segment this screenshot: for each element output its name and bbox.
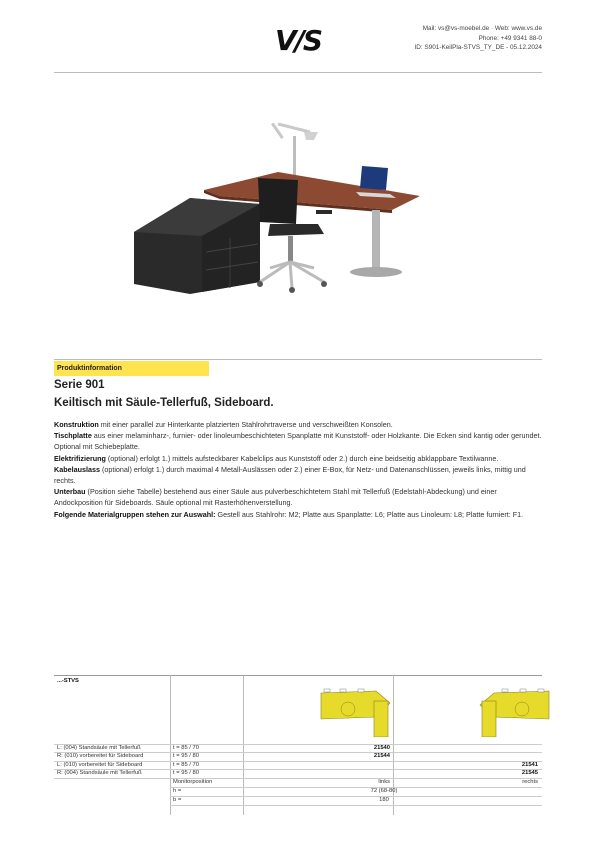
description-text: aus einer melaminharz-, furnier- oder linoleumbeschichteten Spanplatte mit Kunststoff- oder Holzkante. Die Ecken sind kantig oder gerundet. Optional mit Schiebeplatte. (54, 431, 542, 452)
variants-table (54, 675, 542, 815)
monitor-position-right: rechts (522, 779, 538, 785)
table-divider (170, 675, 171, 815)
table-row-rule (54, 778, 542, 779)
contact-mail-web[interactable]: Mail: vs@vs-moebel.de · Web: www.vs.de (422, 25, 542, 32)
description-label: Tischplatte (54, 431, 92, 441)
desk-plan-left-diagram (318, 687, 398, 737)
row-description: R: (010) vorbereitet für Sideboard (57, 753, 144, 759)
description-paragraph (54, 464, 544, 486)
monitor-position-left: links (378, 779, 390, 785)
contact-phone: Phone: +49 9341 88-0 (478, 34, 542, 42)
table-header-label: ...-STVS (57, 678, 79, 684)
row-dimension: t = 95 / 80 (173, 770, 199, 776)
row-dimension: t = 95 / 80 (173, 753, 199, 759)
description-paragraph (54, 509, 544, 520)
series-title: Serie 901 (54, 379, 105, 391)
contact-info (414, 24, 542, 53)
description-text: (Position siehe Tabelle) bestehend aus einer Säule aus pulverbeschichtetem Stahl mit Tellerfuß (Edelstahl-Abdeckung) und einer Andockposition für Sideboards. Säule optional mit Rasterhöhenverstellung. (54, 487, 497, 508)
monitor-position-label: Monitorposition (173, 779, 213, 785)
description-text: (optional) erfolgt 1.) durch maximal 4 Metall-Auslässen oder 2.) einer E-Box, für Netz- und Datenanschlüssen, jeweils links, mittig und rechts. (54, 464, 526, 486)
product-title: Keiltisch mit Säule-Tellerfuß, Sideboard. (54, 397, 274, 409)
article-number: 21544 (373, 753, 390, 759)
table-row-rule (170, 805, 542, 806)
description-paragraph (54, 419, 544, 430)
row-description: R: (004) Standsäule mit Tellerfuß (57, 770, 142, 776)
row-description: L: (010) vorbereitet für Sideboard (57, 762, 143, 768)
table-top-rule (54, 675, 542, 676)
description-paragraph (54, 430, 544, 452)
row-description: L: (004) Standsäule mit Tellerfuß (57, 745, 141, 751)
row-dimension: t = 85 / 70 (173, 762, 199, 768)
table-divider (243, 675, 244, 815)
description-paragraph (54, 453, 544, 464)
sideboard-image (134, 198, 260, 294)
product-description (54, 419, 544, 520)
description-label: Elektrifizierung (54, 453, 106, 463)
description-label: Unterbau (54, 487, 86, 497)
article-number: 21540 (373, 745, 390, 751)
description-label: Konstruktion (54, 420, 99, 429)
height-value: 72 (68-80) (370, 788, 398, 794)
description-label: Folgende Materialgruppen stehen zur Auswahl: (54, 509, 216, 519)
product-photo (120, 112, 450, 312)
width-label: b = (173, 797, 182, 803)
description-text: Gestell aus Stahlrohr: M2; Platte aus Spanplatte: L6; Platte aus Linoleum: L8; Platte furniert: F1. (215, 509, 524, 519)
header-divider (54, 72, 542, 73)
product-divider (54, 359, 542, 360)
vs-logo: V/S (275, 24, 322, 57)
document-id: ID: S901-KeilPla-STVS_TY_DE - 05.12.2024 (414, 44, 542, 51)
product-info-tag: Produktinformation (54, 361, 209, 376)
desk-plan-right-diagram (472, 687, 552, 737)
article-number: 21541 (521, 762, 538, 768)
description-paragraph (54, 486, 544, 508)
width-value: 180 (379, 797, 389, 803)
row-dimension: t = 85 / 70 (173, 745, 199, 751)
height-label: h = (173, 788, 182, 794)
description-text: (optional) erfolgt 1.) mittels aufsteckbarer Kabelclips aus Kunststoff oder 2.) durch eine beidseitig abklappbare Textilwanne. (105, 453, 499, 463)
description-label: Kabelauslass (54, 464, 100, 474)
article-number: 21545 (521, 770, 538, 776)
description-text: mit einer parallel zur Hinterkante platzierten Stahlrohrtraverse und verschweißten Konsolen. (98, 420, 393, 429)
